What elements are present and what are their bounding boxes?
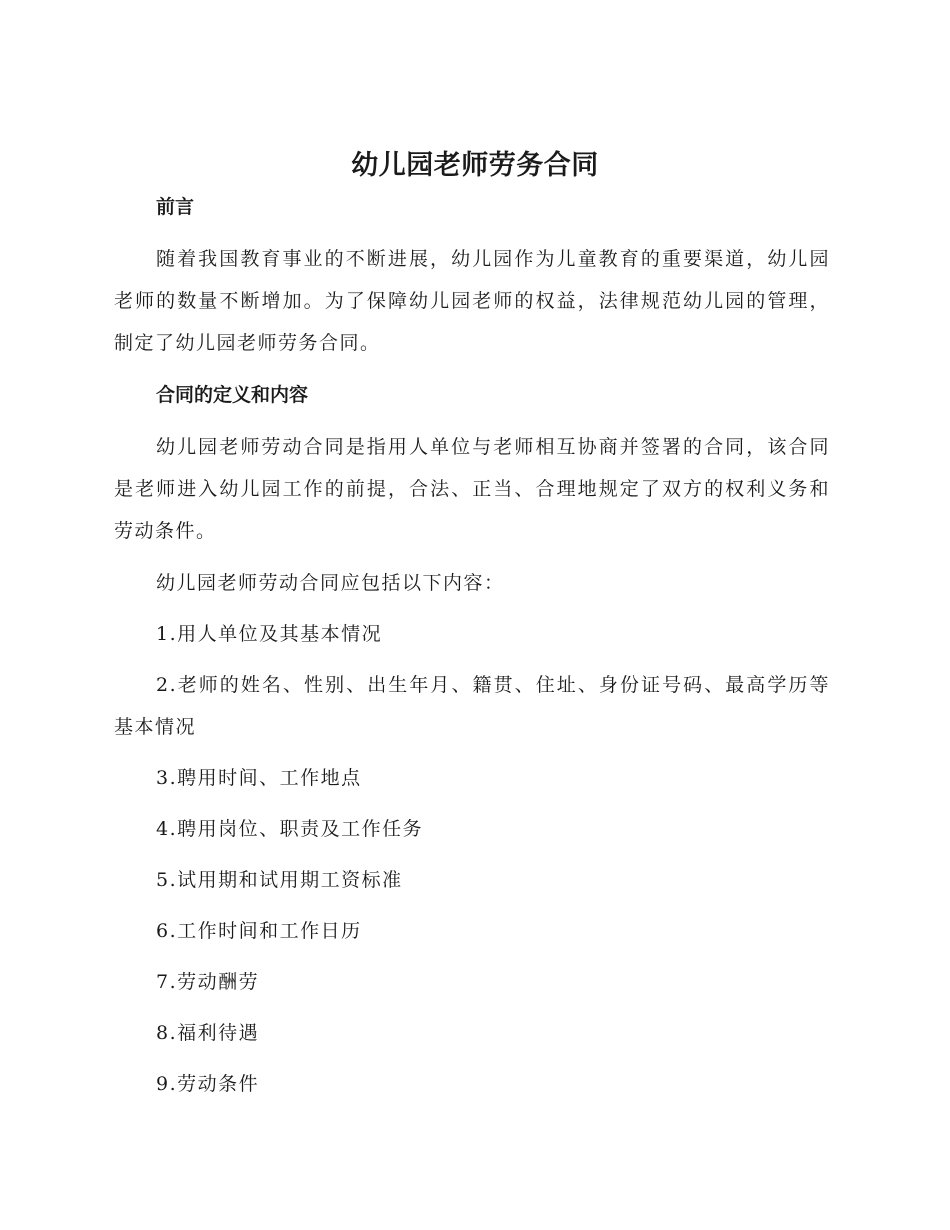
paragraph-content-intro: 幼儿园老师劳动合同应包括以下内容： [156, 572, 505, 594]
paragraph-preface: 随着我国教育事业的不断进展，幼儿园作为儿童教育的重要渠道，幼儿园老师的数量不断增加。为了保障幼儿园老师的权益，法律规范幼儿园的管理，制定了幼儿园老师劳务合同。 [114, 248, 830, 354]
list-item: 8.福利待遇 [156, 1022, 260, 1044]
list-item: 2.老师的姓名、性别、出生年月、籍贯、住址、身份证号码、最高学历等基本情况 [114, 674, 830, 738]
list-item: 4.聘用岗位、职责及工作任务 [156, 818, 424, 840]
list-item: 7.劳动酬劳 [156, 971, 260, 993]
document-title: 幼儿园老师劳务合同 [351, 150, 599, 181]
paragraph-definition: 幼儿园老师劳动合同是指用人单位与老师相互协商并签署的合同，该合同是老师进入幼儿园工作的前提，合法、正当、合理地规定了双方的权利义务和劳动条件。 [114, 436, 830, 542]
list-item: 1.用人单位及其基本情况 [156, 623, 383, 645]
section-heading-preface: 前言 [156, 196, 195, 218]
section-heading-definition: 合同的定义和内容 [156, 384, 309, 406]
list-item: 5.试用期和试用期工资标准 [156, 869, 403, 891]
document-body [114, 186, 830, 1105]
list-item: 6.工作时间和工作日历 [156, 920, 362, 942]
list-item: 3.聘用时间、工作地点 [156, 767, 362, 789]
list-item: 9.劳动条件 [156, 1073, 260, 1095]
